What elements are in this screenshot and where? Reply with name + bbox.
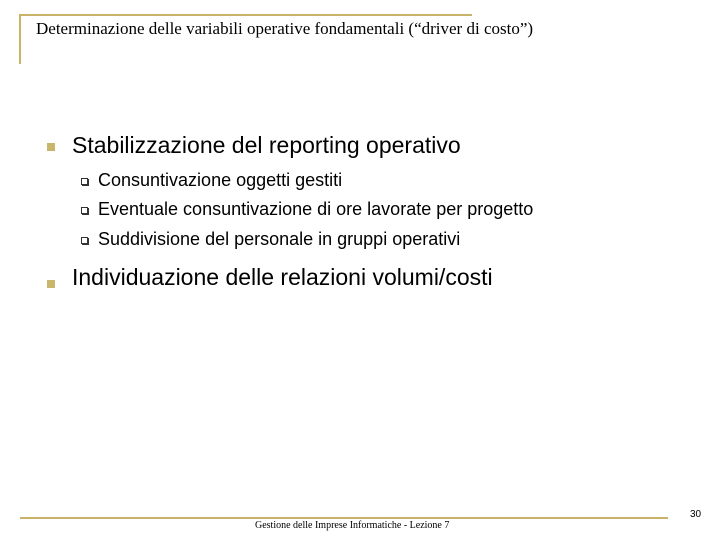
checkbox-bullet-icon [81, 237, 88, 244]
footer-rule [20, 517, 668, 519]
checkbox-bullet-icon [81, 178, 88, 185]
sub-bullet-text-1: Consuntivazione oggetti gestiti [98, 170, 343, 190]
bullet-square-icon [47, 143, 55, 151]
bullet-text-2: Individuazione delle relazioni volumi/costi [72, 264, 493, 290]
sub-bullet-text-3: Suddivisione del personale in gruppi operativi [98, 229, 461, 249]
title-left-rule [19, 14, 21, 64]
bullet-text-1: Stabilizzazione del reporting operativo [72, 132, 461, 158]
sub-bullet-text-2: Eventuale consuntivazione di ore lavorate per progetto [98, 199, 534, 219]
slide-title: Determinazione delle variabili operative fondamentali (“driver di costo”) [36, 19, 534, 38]
page-number: 30 [690, 509, 702, 520]
title-top-rule [20, 14, 472, 16]
footer-text: Gestione delle Imprese Informatiche - Lezione 7 [255, 520, 450, 531]
checkbox-bullet-icon [81, 207, 88, 214]
bullet-square-icon [47, 280, 55, 288]
